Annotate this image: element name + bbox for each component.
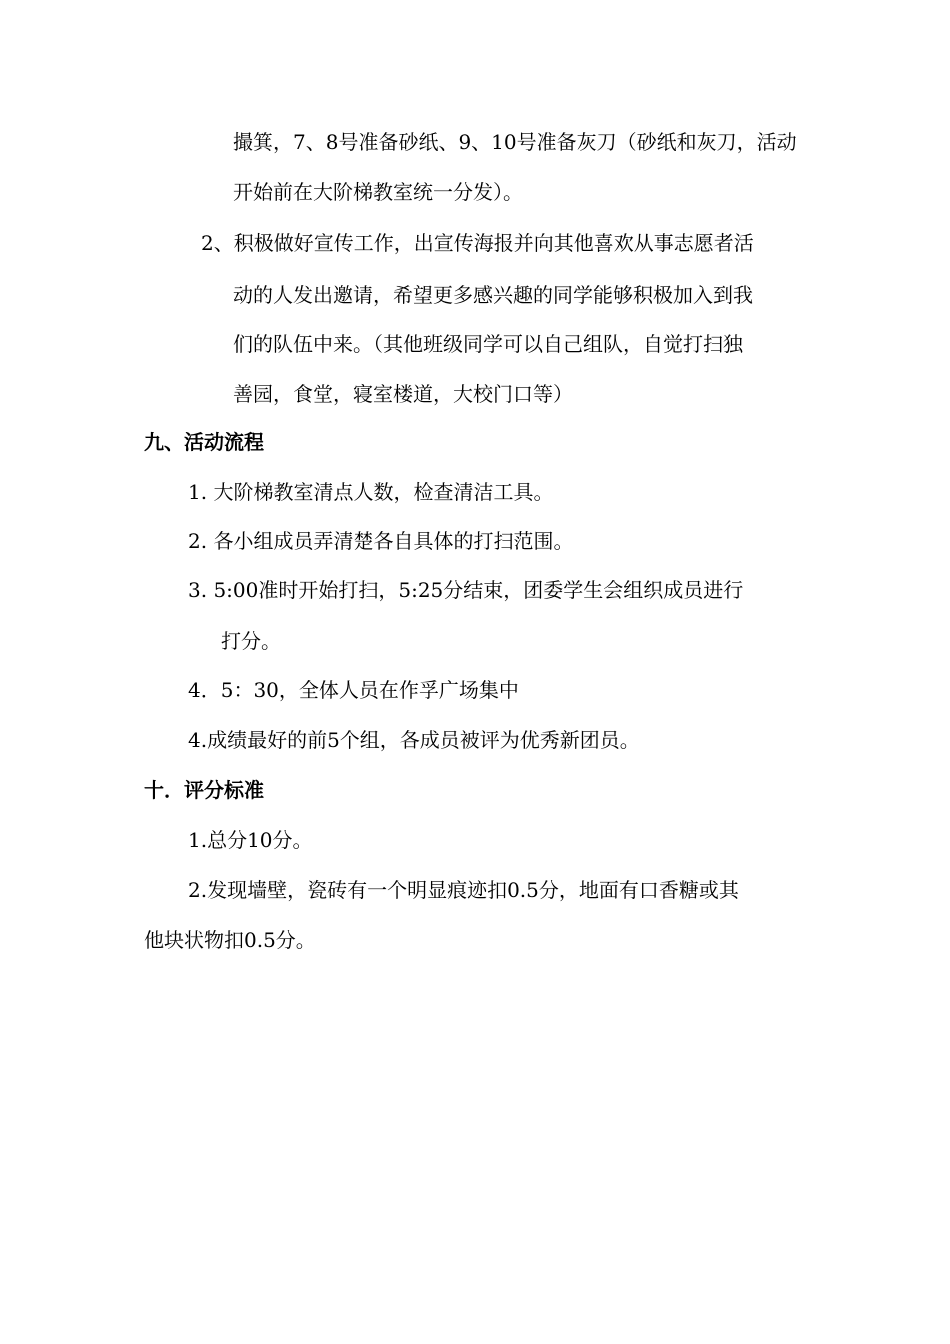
- prep-item2-line4: 善园，食堂，寝室楼道，大校门口等）: [233, 382, 573, 406]
- process-step-5: 4.成绩最好的前5个组，各成员被评为优秀新团员。: [188, 728, 640, 752]
- scoring-rule-2-line1: 2.发现墙壁，瓷砖有一个明显痕迹扣0.5分，地面有口香糖或其: [188, 878, 739, 902]
- section9-heading: 九、活动流程: [144, 430, 264, 454]
- prep-item1-line1: 撮箕，7、8号准备砂纸、9、10号准备灰刀（砂纸和灰刀，活动: [233, 130, 797, 154]
- process-step-4: 4．5：30，全体人员在作孚广场集中: [188, 678, 519, 702]
- process-step-2: 2. 各小组成员弄清楚各自具体的打扫范围。: [188, 529, 574, 553]
- process-step-3-line1: 3. 5:00准时开始打扫，5:25分结束，团委学生会组织成员进行: [188, 578, 744, 602]
- section10-heading: 十．评分标准: [144, 778, 264, 802]
- scoring-rule-1: 1.总分10分。: [188, 828, 313, 852]
- process-step-1: 1. 大阶梯教室清点人数，检查清洁工具。: [188, 480, 554, 504]
- prep-item2-line2: 动的人发出邀请，希望更多感兴趣的同学能够积极加入到我: [233, 283, 753, 307]
- process-step-3-line2: 打分。: [221, 629, 281, 653]
- prep-item2-line3: 们的队伍中来。（其他班级同学可以自己组队，自觉打扫独: [233, 332, 743, 356]
- scoring-rule-2-line2: 他块状物扣0.5分。: [144, 928, 316, 952]
- prep-item2-line1: 2、积极做好宣传工作，出宣传海报并向其他喜欢从事志愿者活: [201, 231, 754, 255]
- prep-item1-line2: 开始前在大阶梯教室统一分发）。: [233, 180, 523, 204]
